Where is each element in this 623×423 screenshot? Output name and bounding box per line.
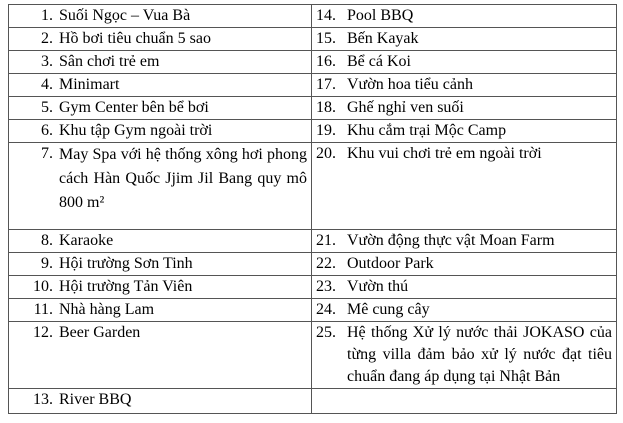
table-row	[9, 143, 617, 230]
item-text: Khu vui chơi trẻ em ngoài trời	[347, 145, 542, 162]
item-text: Bến Kayak	[347, 30, 419, 47]
table-row	[9, 51, 617, 74]
item-text: Sân chơi trẻ em	[59, 53, 160, 70]
item-number: 15.	[316, 30, 336, 47]
item-text: Pool BBQ	[347, 7, 414, 24]
table-cell	[9, 276, 312, 299]
table-cell	[9, 230, 312, 253]
item-number: 5.	[41, 99, 53, 116]
item-text: Outdoor Park	[347, 255, 434, 272]
item-text: Minimart	[59, 76, 120, 93]
table-cell	[312, 97, 617, 120]
item-text: Beer Garden	[59, 324, 141, 341]
item-number: 17.	[316, 76, 336, 93]
table-cell	[9, 74, 312, 97]
table-cell	[312, 322, 617, 389]
item-number: 19.	[316, 122, 336, 139]
table-row	[9, 322, 617, 389]
table-cell	[312, 120, 617, 143]
item-number: 9.	[41, 255, 53, 272]
item-number: 22.	[316, 255, 336, 272]
item-number: 25.	[316, 324, 336, 341]
table-row	[9, 97, 617, 120]
table-cell	[312, 253, 617, 276]
item-text: Khu cắm trại Mộc Camp	[347, 122, 507, 139]
table-cell	[9, 299, 312, 322]
item-number: 10.	[33, 278, 53, 295]
table-row	[9, 230, 617, 253]
table-row	[9, 120, 617, 143]
item-number: 24.	[316, 301, 336, 318]
table-cell	[9, 120, 312, 143]
table-cell	[9, 253, 312, 276]
item-number: 23.	[316, 278, 336, 295]
table-cell	[312, 276, 617, 299]
item-number: 20.	[316, 145, 336, 162]
item-number: 4.	[41, 76, 53, 93]
table-cell	[312, 51, 617, 74]
item-text: Nhà hàng Lam	[59, 301, 155, 318]
table-row	[9, 253, 617, 276]
table-cell	[312, 28, 617, 51]
item-text: Hồ bơi tiêu chuẩn 5 sao	[59, 30, 211, 47]
item-text: Suối Ngọc – Vua Bà	[59, 7, 191, 24]
item-number: 1.	[41, 7, 53, 24]
item-number: 16.	[316, 53, 336, 70]
item-number: 18.	[316, 99, 336, 116]
table-cell	[312, 389, 617, 414]
item-number: 6.	[41, 122, 53, 139]
amenities-table	[8, 4, 617, 414]
item-text: Hội trường Sơn Tinh	[59, 255, 193, 272]
table-row	[9, 299, 617, 322]
table-cell	[9, 97, 312, 120]
table-cell	[9, 389, 312, 414]
item-text: Hội trường Tản Viên	[59, 278, 193, 295]
table-row	[9, 28, 617, 51]
item-text: River BBQ	[59, 391, 132, 408]
table-row	[9, 276, 617, 299]
table-cell	[9, 143, 312, 230]
item-number: 14.	[316, 7, 336, 24]
item-text: Vườn thú	[347, 278, 409, 295]
table-row	[9, 74, 617, 97]
item-number: 7.	[41, 145, 53, 162]
table-cell	[312, 230, 617, 253]
item-text: Bể cá Koi	[347, 53, 411, 70]
item-number: 11.	[33, 301, 53, 318]
table-cell	[312, 299, 617, 322]
item-number: 3.	[41, 53, 53, 70]
item-text: Karaoke	[59, 232, 114, 249]
item-text: Gym Center bên bể bơi	[59, 99, 209, 116]
item-number: 21.	[316, 232, 336, 249]
table-cell	[9, 51, 312, 74]
table-cell	[9, 28, 312, 51]
item-text: Mê cung cây	[347, 301, 430, 318]
table-cell	[312, 74, 617, 97]
table-row	[9, 389, 617, 414]
item-number: 8.	[41, 232, 53, 249]
item-text: Vườn động thực vật Moan Farm	[347, 232, 555, 249]
item-text: Hệ thống Xử lý nước thải JOKASO của từng villa đảm bảo xử lý nước đạt tiêu chuẩn đang áp dụng tại Nhật Bản	[347, 324, 612, 385]
item-number: 2.	[41, 30, 53, 47]
item-text: Khu tập Gym ngoài trời	[59, 122, 213, 139]
table-row	[9, 5, 617, 28]
item-number: 13.	[33, 391, 53, 408]
table-cell	[312, 5, 617, 28]
item-number: 12.	[33, 324, 53, 341]
table-cell	[9, 322, 312, 389]
item-text: Ghế nghỉ ven suối	[347, 99, 464, 116]
table-cell	[9, 5, 312, 28]
item-text: Vườn hoa tiểu cảnh	[347, 76, 473, 93]
item-text: May Spa với hệ thống xông hơi phong cách Hàn Quốc Jjim Jil Bang quy mô 800 m²	[59, 146, 307, 211]
table-cell	[312, 143, 617, 230]
